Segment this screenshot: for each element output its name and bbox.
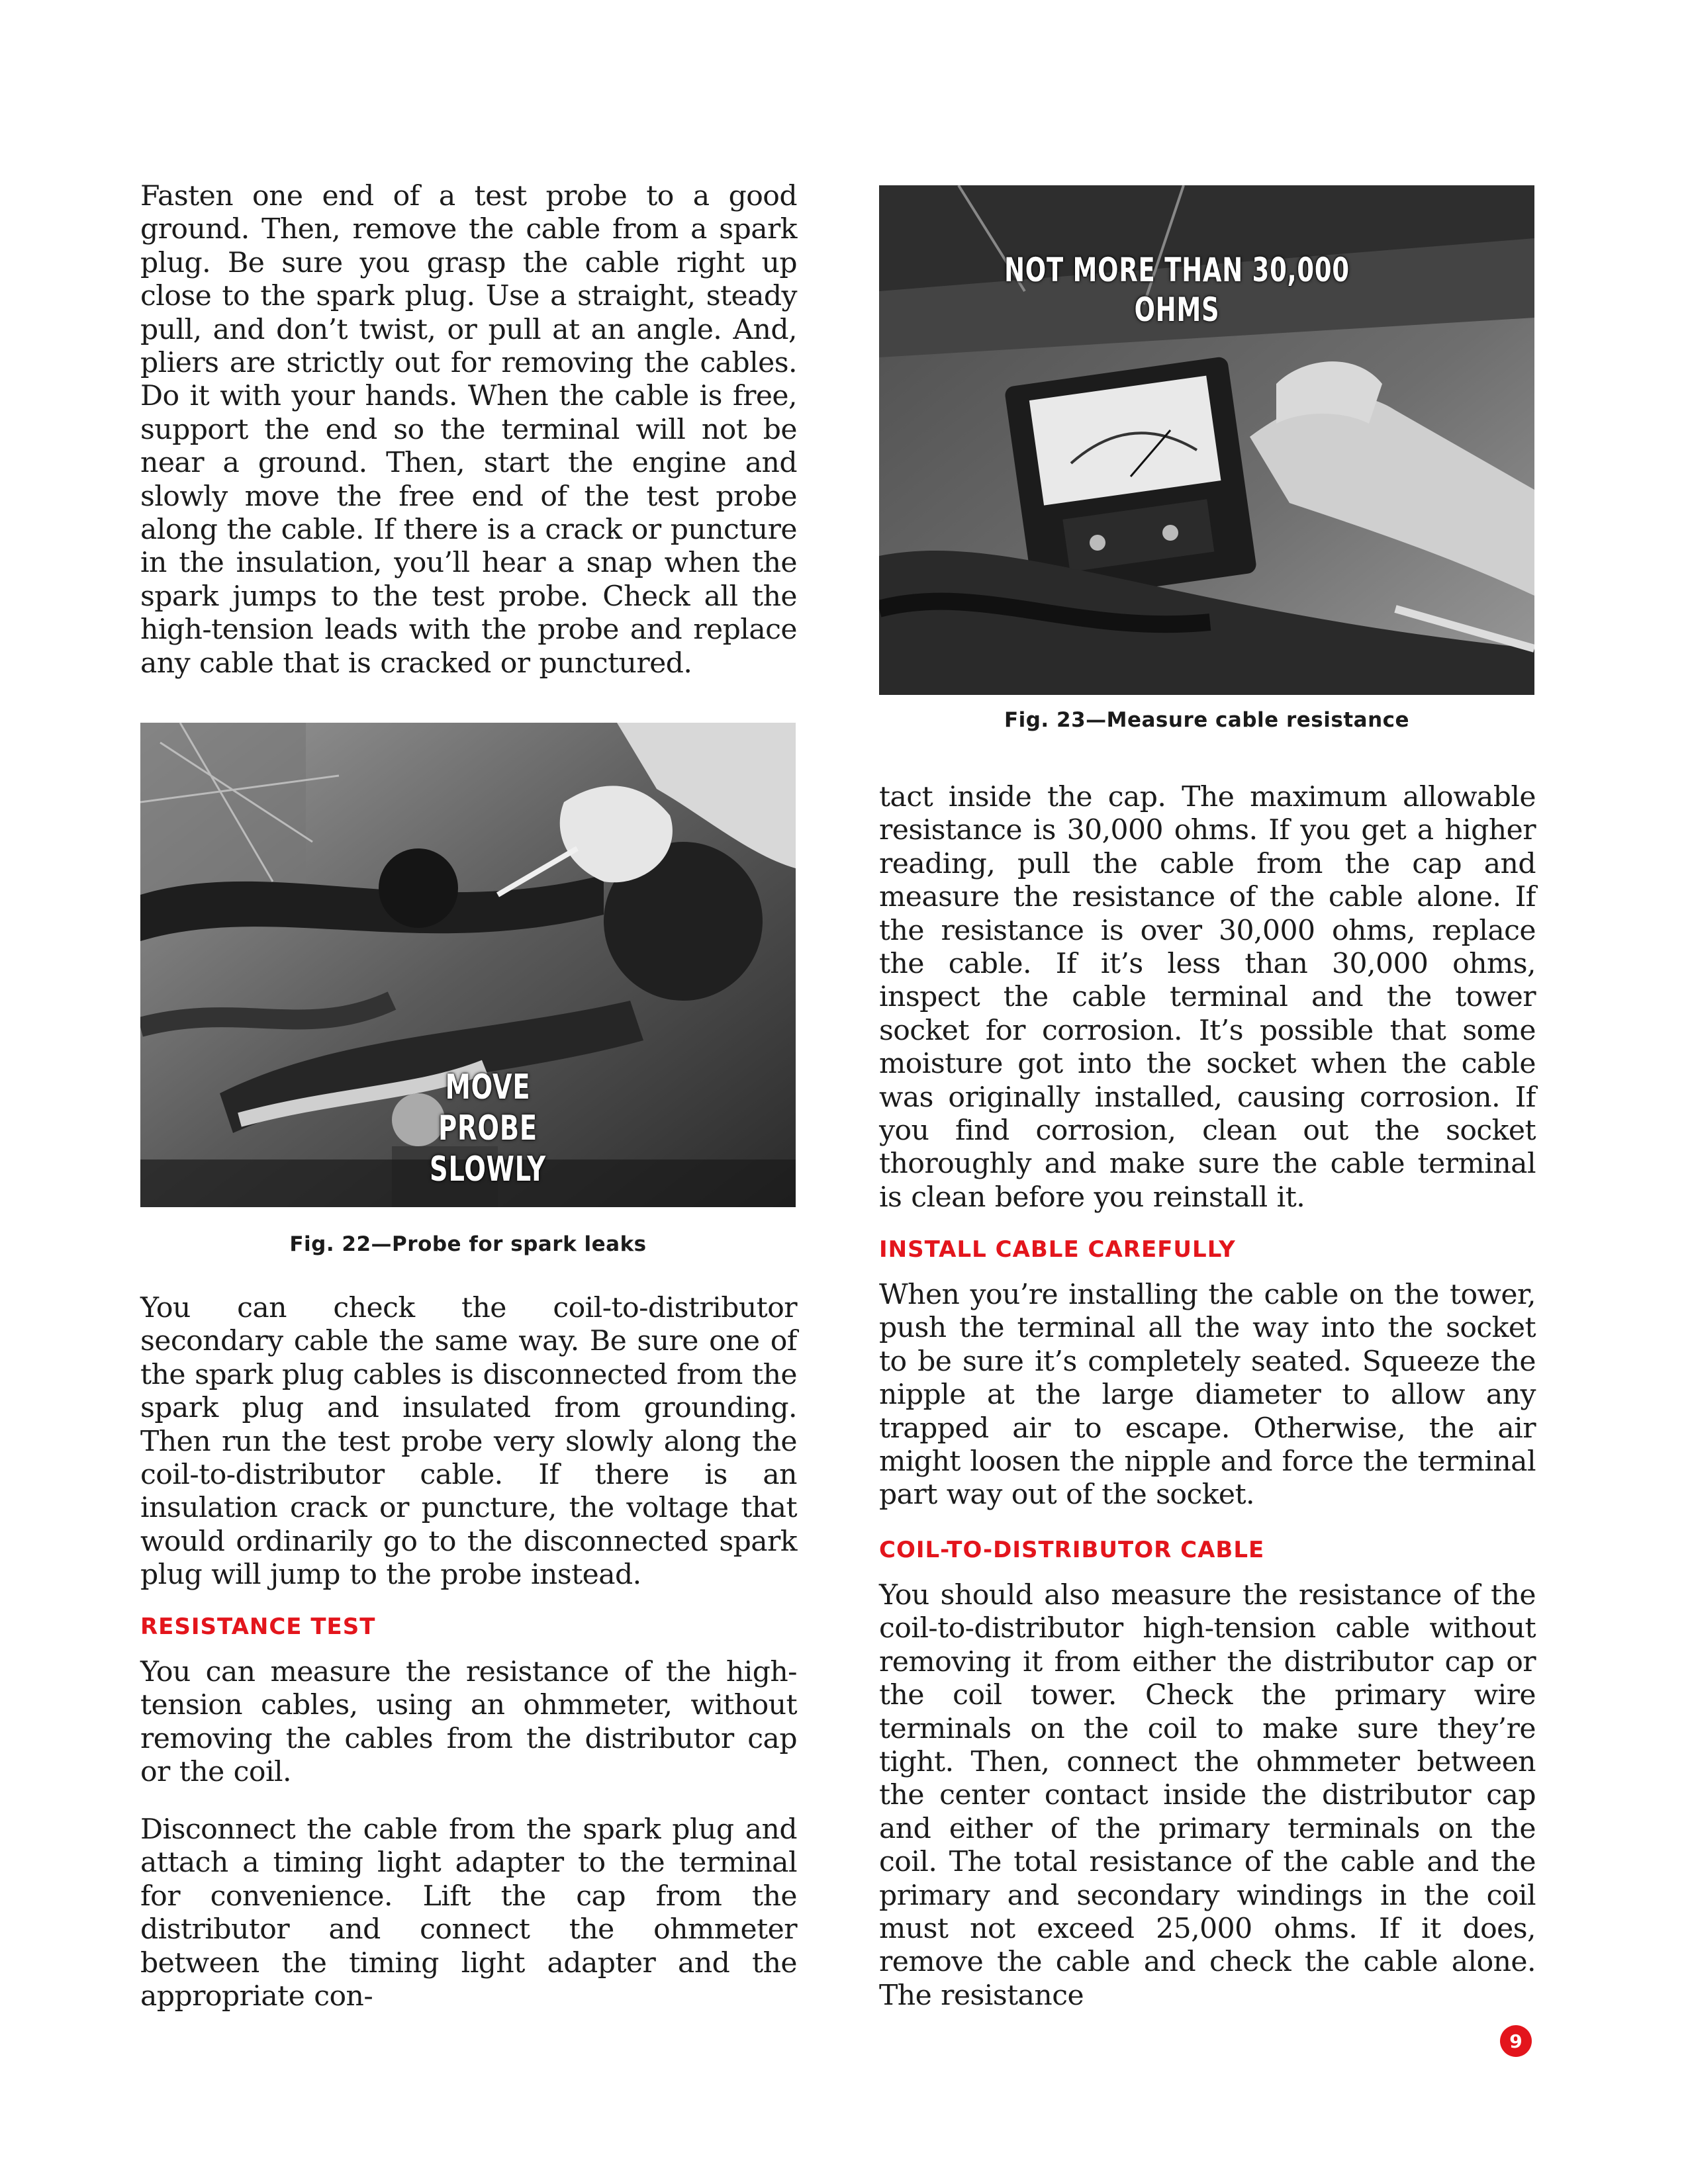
body-text: When you’re installing the cable on the tower, push the terminal all the way into the socket to be sure it’s completely seated. Squeeze the nipple at the large diameter to allow any trapped air to escape. Otherwise, the air might loosen the nipple and force the terminal part way out of the socket. (879, 1279, 1536, 1512)
heading-coil-to-distributor: COIL-TO-DISTRIBUTOR CABLE (879, 1537, 1265, 1563)
fig22-photo (140, 723, 796, 1207)
body-text: You can check the coil-to-distributor secondary cable the same way. Be sure one of the spark plug cables is disconnected from the spark plug and insulated from grounding. Then run the test probe very slowly along the coil-to-distributor cable. If there is an insulation crack or puncture, the voltage that would ordinarily go to the disconnected spark plug will jump to the probe instead. (140, 1292, 797, 1592)
left-paragraph-3 (140, 1656, 797, 1790)
fig23-photo (879, 185, 1534, 695)
fig23-caption: Fig. 23—Measure cable resistance (1004, 708, 1410, 732)
left-paragraph-2 (140, 1292, 797, 1592)
fig22-caption: Fig. 22—Probe for spark leaks (289, 1232, 647, 1256)
right-paragraph-2 (879, 1279, 1536, 1512)
body-text: You can measure the resistance of the high-tension cables, using an ohmmeter, without removing the cables from the distributor cap or the coil. (140, 1656, 797, 1789)
right-paragraph-3 (879, 1579, 1536, 2013)
fig22-label: MOVE PROBE SLOWLY (430, 1068, 546, 1189)
body-text: tact inside the cap. The maximum allowable resistance is 30,000 ohms. If you get a higher reading, pull the cable from the cap and measure the resistance of the cable alone. If the resistance is over 30,000 ohms, replace the cable. If it’s less than 30,000 ohms, inspect the cable terminal and the tower socket for corrosion. It’s possible that some moisture got into the socket when the cable was originally installed, causing corrosion. If you find corrosion, clean out the socket thoroughly and make sure the cable terminal is clean before you reinstall it. (879, 781, 1536, 1214)
heading-resistance-test: RESISTANCE TEST (140, 1614, 376, 1640)
right-paragraph-1 (879, 781, 1536, 1214)
heading-install-cable: INSTALL CABLE CAREFULLY (879, 1236, 1236, 1263)
page-number-badge: 9 (1500, 2025, 1532, 2057)
body-text: Disconnect the cable from the spark plug and attach a timing light adapter to the terminal for convenience. Lift the cap from the distributor and connect the ohmmeter between the timing light adapter and the appropriate con- (140, 1813, 797, 2013)
body-text: You should also measure the resistance of the coil-to-distributor high-tension cable without removing it from either the distributor cap or the coil tower. Check the primary wire terminals on the coil to make sure they’re tight. Then, connect the ohmmeter between the center contact inside the distributor cap and either of the primary terminals on the coil. The total resistance of the cable and the primary and secondary windings in the coil must not exceed 25,000 ohms. If it does, remove the cable and check the cable alone. The resistance (879, 1579, 1536, 2012)
fig23-label: NOT MORE THAN 30,000 OHMS (1004, 251, 1350, 329)
left-paragraph-4 (140, 1813, 797, 2013)
left-paragraph-1 (140, 180, 797, 680)
body-text: Fasten one end of a test probe to a good ground. Then, remove the cable from a spark plug. Be sure you grasp the cable right up close to the spark plug. Use a straight, steady pull, and don’t twist, or pull at an angle. And, pliers are strictly out for removing the cables. Do it with your hands. When the cable is free, support the end so the terminal will not be near a ground. Then, start the engine and slowly move the free end of the test probe along the cable. If there is a crack or puncture in the insulation, you’ll hear a snap when the spark jumps to the test probe. Check all the high-tension leads with the probe and replace any cable that is cracked or punctured. (140, 180, 797, 680)
